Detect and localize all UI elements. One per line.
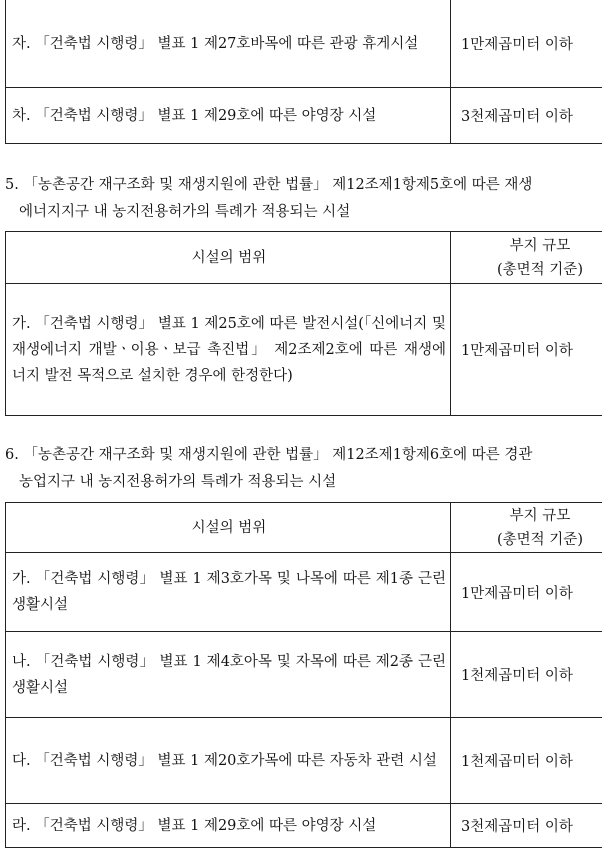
table-header-row <box>6 232 602 284</box>
table-row <box>6 718 602 804</box>
facility-table-top <box>5 0 602 144</box>
facility-table-section-5 <box>5 231 602 416</box>
facility-range-cell: 가. 「건축법 시행령」 별표 1 제3호가목 및 나목에 따른 제1종 근린생활시설 <box>6 553 451 632</box>
facility-range-cell: 차. 「건축법 시행령」 별표 1 제29호에 따른 야영장 시설 <box>6 88 451 144</box>
site-size-cell: 3천제곱미터 이하 <box>451 88 602 144</box>
table-row <box>6 632 602 718</box>
header-size-line-2: (총면적 기준) <box>461 258 602 282</box>
table-header-row <box>6 503 602 553</box>
header-size-line-1: 부지 규모 <box>461 504 602 528</box>
header-size-line-1: 부지 규모 <box>461 234 602 258</box>
table-row <box>6 284 602 416</box>
section-6-heading <box>5 442 600 496</box>
header-size <box>451 232 602 284</box>
site-size-cell: 1천제곱미터 이하 <box>451 632 602 718</box>
table-row <box>6 553 602 632</box>
header-size-line-2: (총면적 기준) <box>461 528 602 552</box>
section-5-line-2: 에너지지구 내 농지전용허가의 특례가 적용되는 시설 <box>5 199 600 226</box>
section-6-line-1: 6. 「농촌공간 재구조화 및 재생지원에 관한 법률」 제12조제1항제6호에 따른 경관 <box>5 442 600 469</box>
site-size-cell: 1만제곱미터 이하 <box>451 284 602 416</box>
section-6-line-2: 농업지구 내 농지전용허가의 특례가 적용되는 시설 <box>5 469 600 496</box>
site-size-cell: 1천제곱미터 이하 <box>451 718 602 804</box>
site-size-cell: 3천제곱미터 이하 <box>451 804 602 848</box>
facility-range-cell: 가. 「건축법 시행령」 별표 1 제25호에 따른 발전시설(「신에너지 및 재생에너지 개발ㆍ이용ㆍ보급 촉진법」 제2조제2호에 따른 재생에너지 발전 목적으로 설치한 경우에 한정한다) <box>6 284 451 416</box>
table-row <box>6 88 602 144</box>
facility-range-cell: 라. 「건축법 시행령」 별표 1 제29호에 따른 야영장 시설 <box>6 804 451 848</box>
site-size-cell: 1만제곱미터 이하 <box>451 0 602 88</box>
header-range: 시설의 범위 <box>6 232 451 284</box>
section-5-heading <box>5 172 600 226</box>
facility-range-cell: 자. 「건축법 시행령」 별표 1 제27호바목에 따른 관광 휴게시설 <box>6 0 451 88</box>
table-row <box>6 804 602 848</box>
facility-range-cell: 나. 「건축법 시행령」 별표 1 제4호아목 및 자목에 따른 제2종 근린생활시설 <box>6 632 451 718</box>
section-5-line-1: 5. 「농촌공간 재구조화 및 재생지원에 관한 법률」 제12조제1항제5호에 따른 재생 <box>5 172 600 199</box>
table-row <box>6 0 602 88</box>
site-size-cell: 1만제곱미터 이하 <box>451 553 602 632</box>
facility-range-cell: 다. 「건축법 시행령」 별표 1 제20호가목에 따른 자동차 관련 시설 <box>6 718 451 804</box>
facility-table-section-6 <box>5 502 602 848</box>
header-range: 시설의 범위 <box>6 503 451 553</box>
header-size <box>451 503 602 553</box>
